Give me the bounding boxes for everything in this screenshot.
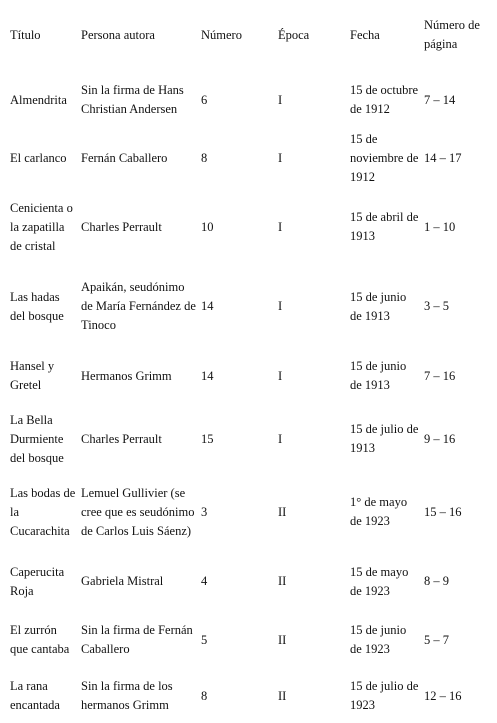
table-row — [0, 187, 497, 267]
cell-number: 14 — [201, 299, 214, 313]
cell-title: Almendrita — [10, 92, 67, 107]
cell-number: 15 — [201, 431, 214, 446]
cell-title: Caperucita Roja — [10, 564, 65, 598]
cell-epoch: II — [278, 632, 287, 647]
table-row — [0, 70, 497, 130]
table-row — [0, 267, 497, 346]
cell-author: Lemuel Gullivier (se cree que es seudónimo de Carlos Luis Sáenz) — [81, 485, 195, 538]
cell-title: El zurrón que cantaba — [10, 623, 70, 656]
cell-title: Cenicienta o la zapatilla de cristal — [10, 200, 73, 253]
cell-title: Las hadas del bosque — [10, 289, 64, 323]
cell-author: Fernán Caballero — [81, 151, 168, 165]
cell-author: Sin la firma de Fernán Caballero — [81, 623, 193, 656]
cell-pages: 7 – 14 — [424, 92, 456, 107]
cell-date: 15 de noviembre de 1912 — [350, 132, 419, 184]
header-number: Número — [201, 27, 242, 42]
cell-number: 14 — [201, 368, 214, 383]
cell-date: 15 de mayo de 1923 — [350, 564, 409, 598]
cell-number: 4 — [201, 574, 208, 588]
cell-date: 15 de julio de 1923 — [350, 679, 419, 712]
cell-pages: 5 – 7 — [424, 632, 449, 647]
cell-number: 10 — [201, 219, 214, 234]
header-epoch: Época — [278, 27, 310, 42]
table-row — [0, 130, 497, 187]
cell-pages: 8 – 9 — [424, 574, 449, 588]
cell-number: 8 — [201, 151, 208, 165]
table-row — [0, 669, 497, 723]
cell-date: 15 de junio de 1913 — [350, 289, 407, 323]
header-author: Persona autora — [81, 27, 155, 42]
cell-pages: 12 – 16 — [424, 688, 462, 703]
cell-author: Hermanos Grimm — [81, 368, 172, 383]
header-page-number: Número de página — [424, 18, 480, 51]
cell-author: Sin la firma de Hans Christian Andersen — [81, 83, 184, 116]
header-row — [0, 0, 497, 70]
cell-pages: 1 – 10 — [424, 219, 456, 234]
table-row — [0, 552, 497, 611]
cell-pages: 14 – 17 — [424, 151, 462, 165]
cell-pages: 15 – 16 — [424, 504, 462, 519]
cell-pages: 3 – 5 — [424, 299, 449, 313]
cell-epoch: I — [278, 92, 283, 107]
cell-epoch: I — [278, 151, 283, 165]
cell-number: 6 — [201, 92, 208, 107]
cell-epoch: I — [278, 368, 283, 383]
cell-title: El carlanco — [10, 151, 67, 165]
cell-epoch: I — [278, 299, 283, 313]
cell-title: Las bodas de la Cucarachita — [10, 485, 76, 538]
cell-date: 15 de julio de 1913 — [350, 422, 419, 455]
cell-date: 15 de junio de 1923 — [350, 623, 407, 656]
cell-date: 15 de octubre de 1912 — [350, 83, 419, 116]
table-row — [0, 346, 497, 406]
cell-date: 15 de abril de 1913 — [350, 210, 419, 243]
header-title: Título — [10, 27, 41, 42]
cell-pages: 9 – 16 — [424, 431, 456, 446]
cell-epoch: II — [278, 504, 287, 519]
cell-author: Sin la firma de los hermanos Grimm — [81, 679, 173, 712]
cell-epoch: II — [278, 688, 287, 703]
table-row — [0, 611, 497, 669]
table-row — [0, 406, 497, 472]
cell-author: Charles Perrault — [81, 431, 162, 446]
cell-author: Charles Perrault — [81, 219, 162, 234]
cell-epoch: I — [278, 431, 283, 446]
table-row — [0, 472, 497, 552]
cell-number: 8 — [201, 688, 208, 703]
cell-title: La Bella Durmiente del bosque — [10, 412, 64, 465]
cell-number: 5 — [201, 632, 208, 647]
cell-pages: 7 – 16 — [424, 368, 456, 383]
header-date: Fecha — [350, 27, 380, 42]
cell-epoch: I — [278, 219, 283, 234]
cell-epoch: II — [278, 574, 287, 588]
cell-number: 3 — [201, 504, 208, 519]
cell-date: 1° de mayo de 1923 — [350, 495, 408, 528]
cell-author: Apaikán, seudónimo de María Fernández de Tinoco — [81, 280, 196, 332]
cell-author: Gabriela Mistral — [81, 574, 164, 588]
cell-date: 15 de junio de 1913 — [350, 359, 407, 392]
cell-title: La rana encantada — [10, 679, 60, 712]
cell-title: Hansel y Gretel — [10, 359, 55, 392]
